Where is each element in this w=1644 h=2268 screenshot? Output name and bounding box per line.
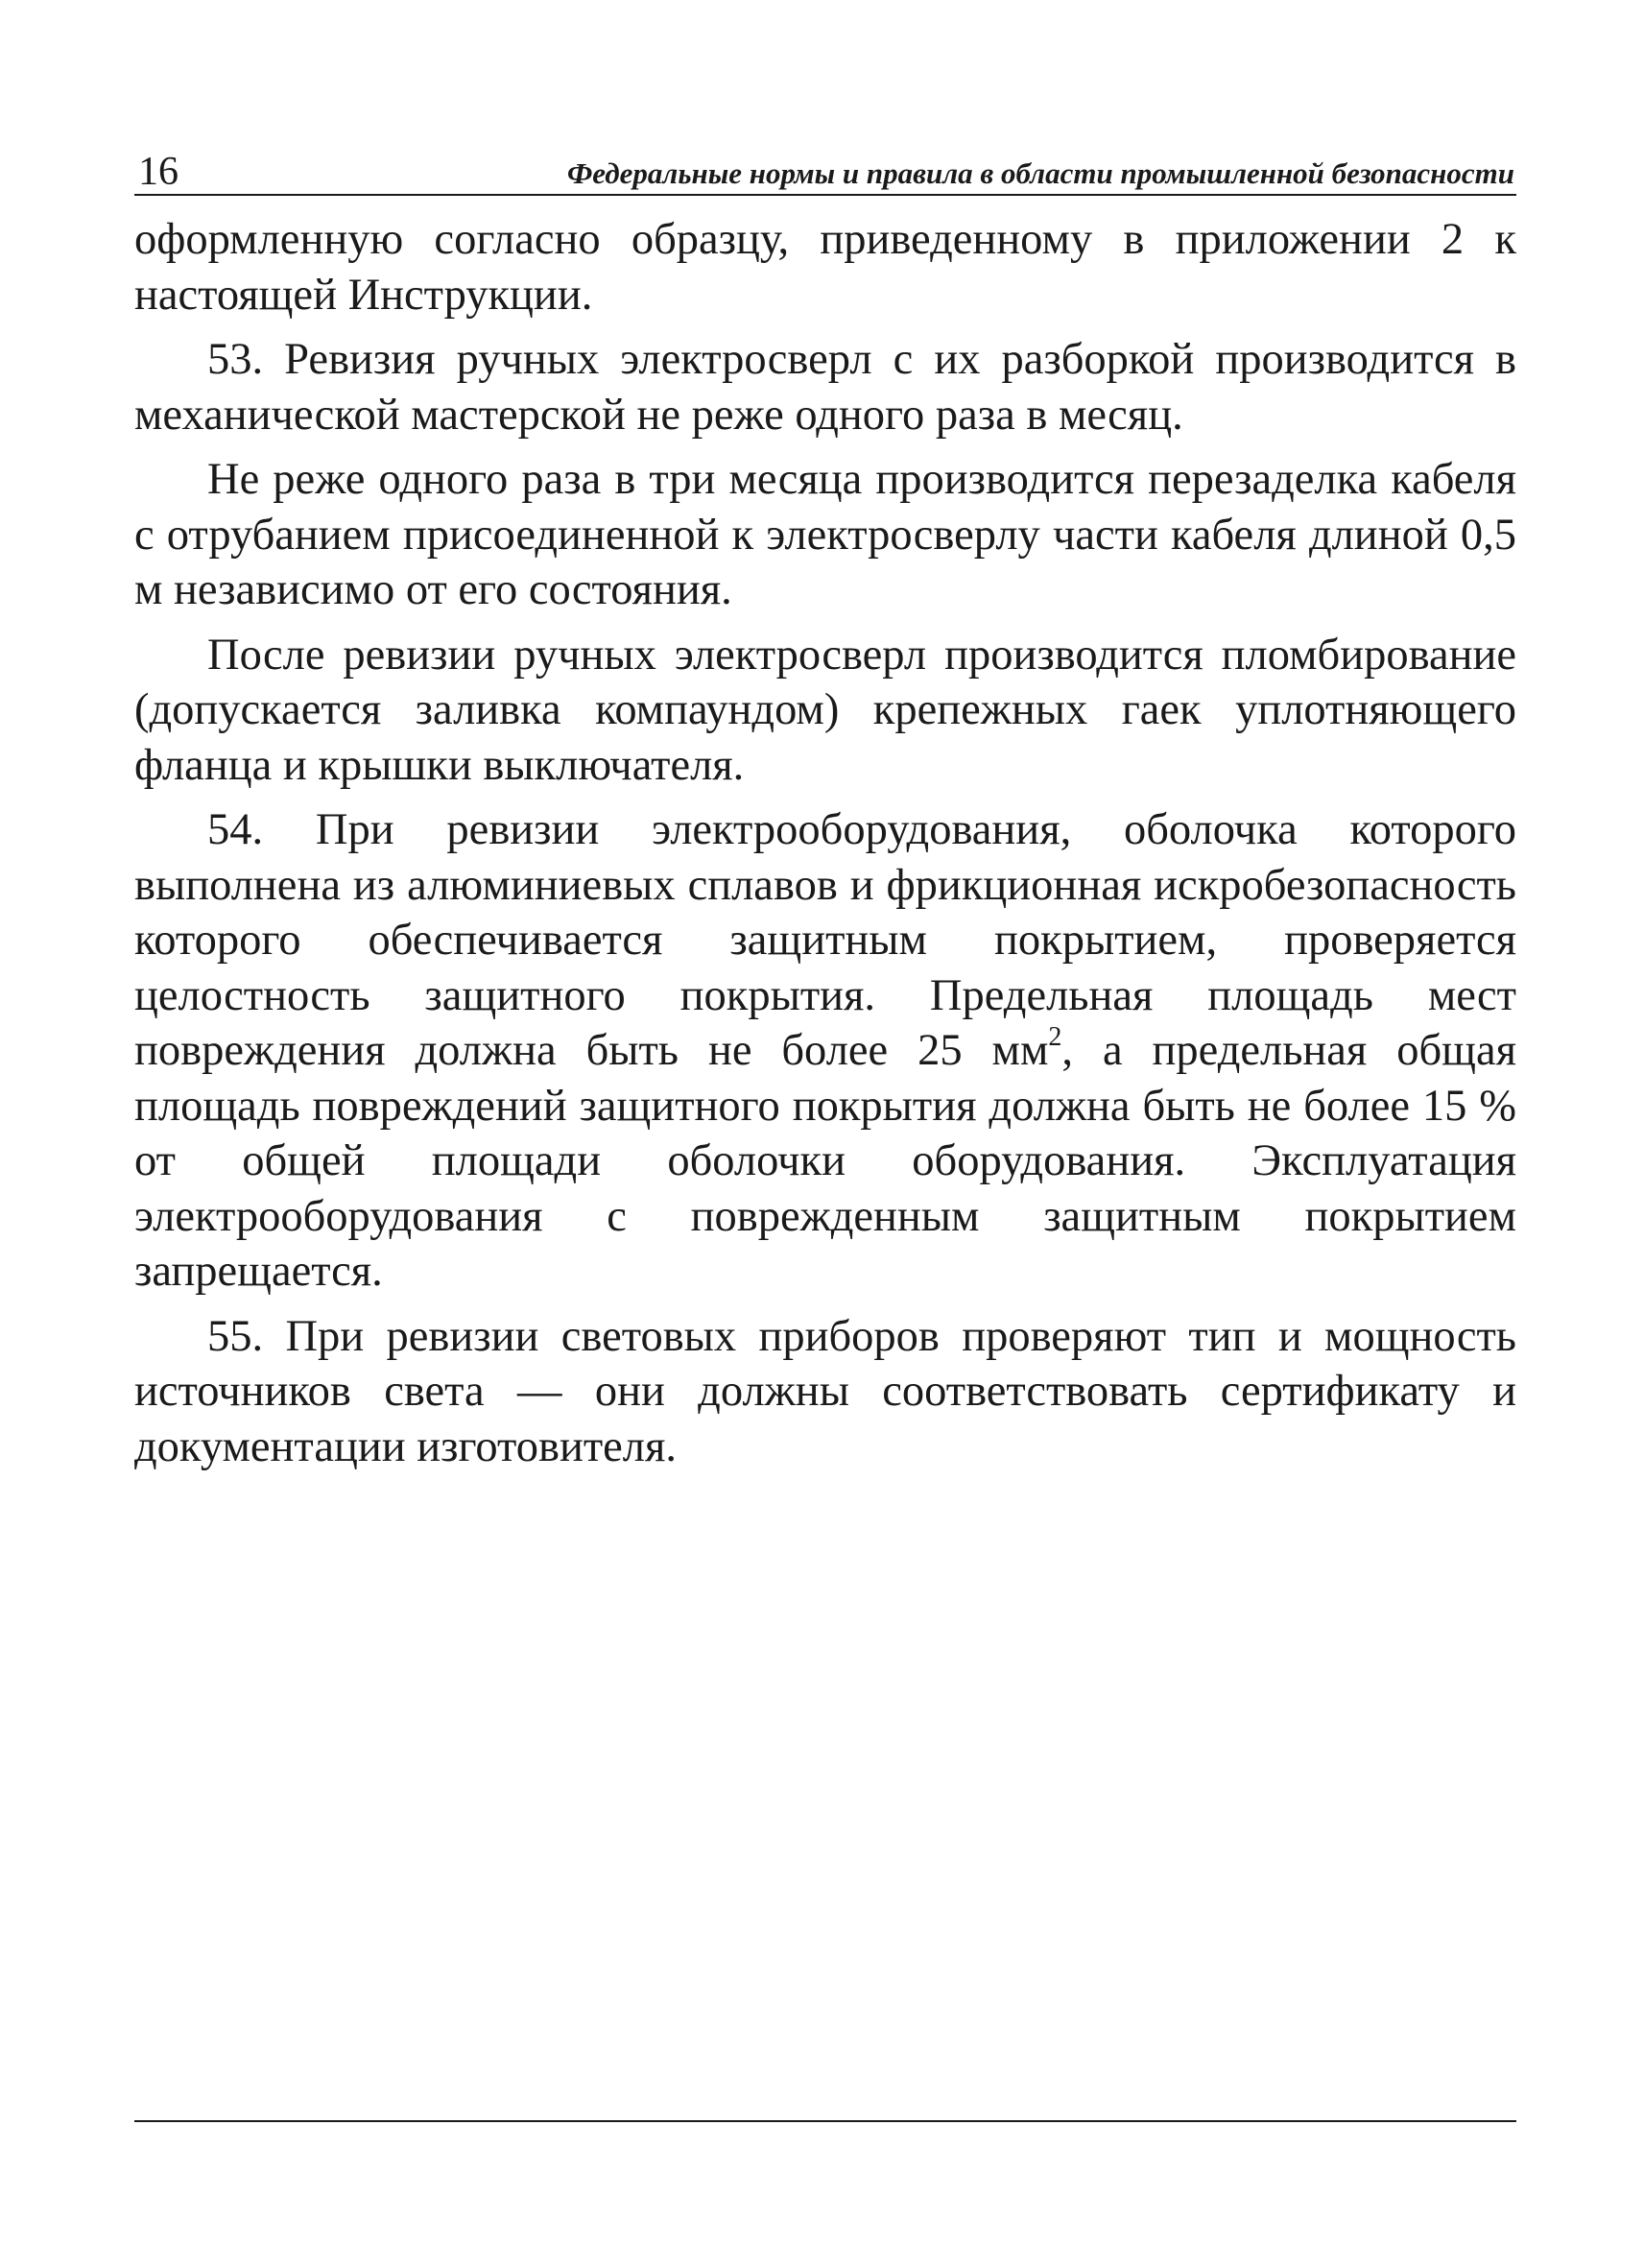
paragraph-continued: оформленную согласно образцу, приведенному в приложении 2 к настоящей Инструкции.	[134, 215, 1516, 320]
paragraph-item-54	[134, 802, 1516, 1300]
paragraph-cable-reterm: Не реже одного раза в три месяца производится перезаделка кабеля с отрубанием присоединенной к электросверлу части кабеля длиной 0,5 м независимо от его состояния.	[134, 455, 1516, 614]
paragraph-item-54-part2: , а предельная общая площадь повреждений защитного покрытия должна быть не более 15 % от общей площади оболочки оборудования. Эксплуатация электрооборудования с поврежденным защитным покрытием запрещается.	[134, 1026, 1516, 1296]
superscript-squared: 2	[1048, 1021, 1062, 1052]
footer-divider	[134, 2120, 1516, 2122]
paragraph-sealing: После ревизии ручных электросверл производится пломбирование (допускается заливка компаундом) крепежных гаек уплотняющего фланца и крышки выключателя.	[134, 630, 1516, 790]
page-number: 16	[138, 150, 179, 194]
body-text	[134, 212, 1516, 1484]
running-header	[134, 144, 1516, 196]
paragraph-item-54-part1: 54. При ревизии электрооборудования, оболочка которого выполнена из алюминиевых сплавов и фрикционная искробезопасность которого обеспечивается защитным покрытием, проверяется целостность защитного покрытия. Предельная площадь мест повреждения должна быть не более 25 мм	[134, 805, 1516, 1075]
paragraph-item-55: 55. При ревизии световых приборов проверяют тип и мощность источников света — они должны соответствовать сертификату и документации изготовителя.	[134, 1311, 1516, 1471]
paragraph-item-53: 53. Ревизия ручных электросверл с их разборкой производится в механической мастерской не реже одного раза в месяц.	[134, 335, 1516, 440]
running-title: Федеральные нормы и правила в области промышленной безопасности	[566, 156, 1514, 190]
